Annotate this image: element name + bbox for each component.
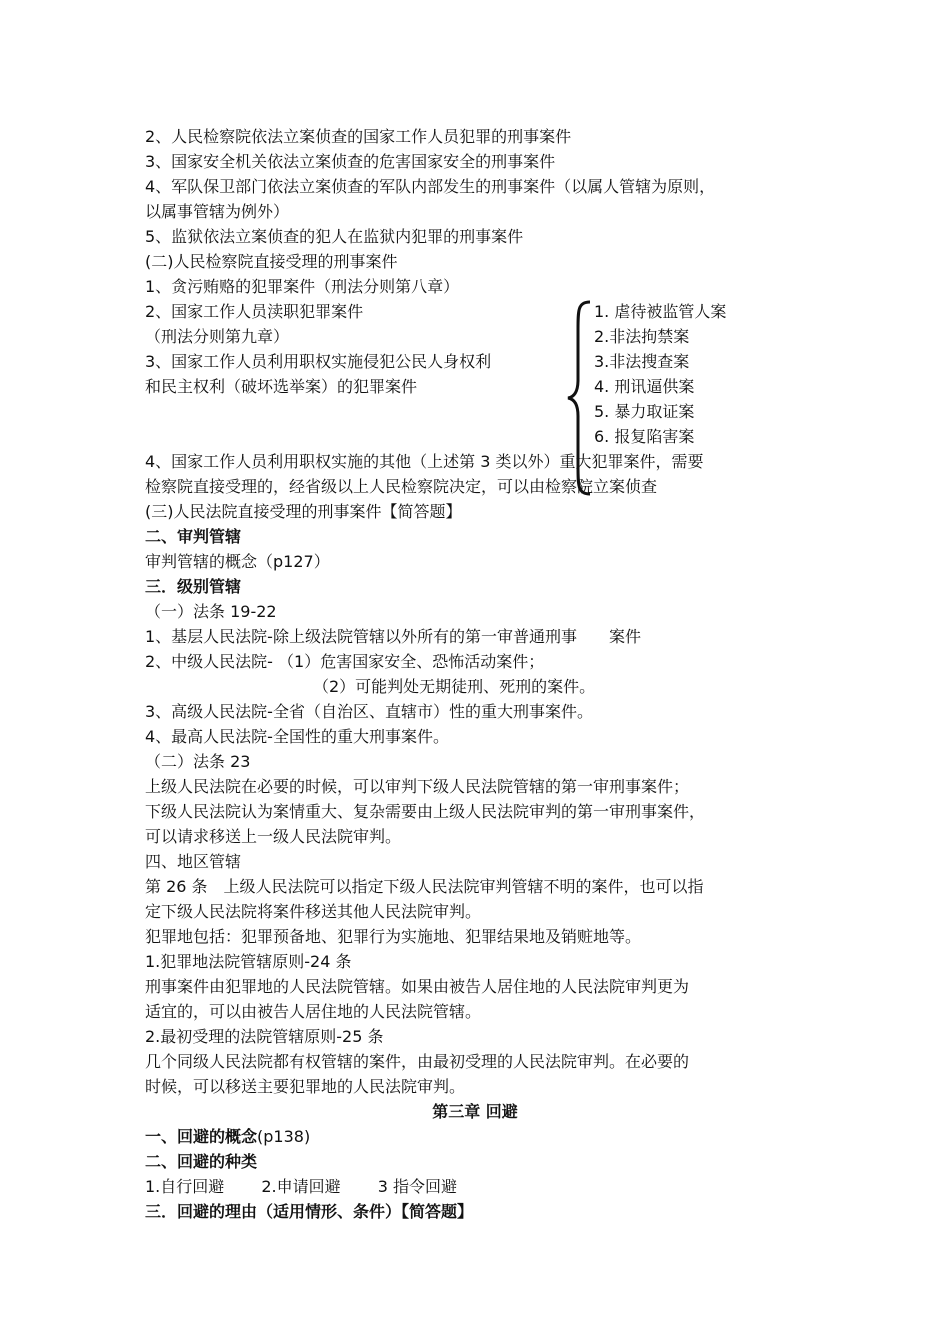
section-heading: 四、地区管辖 bbox=[145, 852, 242, 871]
text-line: 1、基层人民法院-除上级法院管辖以外所有的第一审普通刑事 案件 bbox=[145, 627, 641, 646]
text-line: 2.最初受理的法院管辖原则-25 条 bbox=[145, 1027, 384, 1046]
text-line: 3、高级人民法院-全省（自治区、直辖市）性的重大刑事案件。 bbox=[145, 702, 593, 721]
text-line: 犯罪地包括：犯罪预备地、犯罪行为实施地、犯罪结果地及销赃地等。 bbox=[145, 927, 642, 946]
section-heading: (三)人民法院直接受理的刑事案件【简答题】 bbox=[145, 502, 462, 521]
text-line: 可以请求移送上一级人民法院审判。 bbox=[145, 827, 402, 846]
brace-list-item: 4. 刑讯逼供案 bbox=[594, 377, 695, 396]
text-line: 3、国家安全机关依法立案侦查的危害国家安全的刑事案件 bbox=[145, 152, 556, 171]
section-heading: 二、审判管辖 bbox=[145, 527, 242, 546]
brace-list-item: 5. 暴力取证案 bbox=[594, 402, 695, 421]
text-line: 4、国家工作人员利用职权实施的其他（上述第 3 类以外）重大犯罪案件，需要 bbox=[145, 452, 704, 471]
text-line: 上级人民法院在必要的时候，可以审判下级人民法院管辖的第一审刑事案件； bbox=[145, 777, 690, 796]
text-line: 以属事管辖为例外） bbox=[145, 202, 290, 221]
text-line: 适宜的，可以由被告人居住地的人民法院管辖。 bbox=[145, 1002, 482, 1021]
text-line: 2、人民检察院依法立案侦查的国家工作人员犯罪的刑事案件 bbox=[145, 127, 572, 146]
text-line: 审判管辖的概念（p127） bbox=[145, 552, 330, 571]
text-line: 刑事案件由犯罪地的人民法院管辖。如果由被告人居住地的人民法院审判更为 bbox=[145, 977, 690, 996]
text-line: 和民主权利（破坏选举案）的犯罪案件 bbox=[145, 377, 418, 396]
section-heading bbox=[145, 1127, 310, 1147]
section-heading: 二、回避的种类 bbox=[145, 1152, 258, 1171]
text-line: 第 26 条 上级人民法院可以指定下级人民法院审判管辖不明的案件，也可以指 bbox=[145, 877, 704, 896]
text-line: 5、监狱依法立案侦查的犯人在监狱内犯罪的刑事案件 bbox=[145, 227, 524, 246]
text-line: 检察院直接受理的，经省级以上人民检察院决定，可以由检察院立案侦查 bbox=[145, 477, 658, 496]
text-line: 下级人民法院认为案情重大、复杂需要由上级人民法院审判的第一审刑事案件， bbox=[145, 802, 706, 821]
text-line: 时候，可以移送主要犯罪地的人民法院审判。 bbox=[145, 1077, 466, 1096]
text-line: 2、国家工作人员渎职犯罪案件 bbox=[145, 302, 364, 321]
section-heading: (二)人民检察院直接受理的刑事案件 bbox=[145, 252, 398, 271]
text-line: （2）可能判处无期徒刑、死刑的案件。 bbox=[313, 677, 596, 696]
brace-list-item: 2.非法拘禁案 bbox=[594, 327, 690, 346]
sub-heading: （二）法条 23 bbox=[145, 752, 251, 771]
heading-page-ref: (p138) bbox=[257, 1127, 311, 1146]
brace-list-item: 6. 报复陷害案 bbox=[594, 427, 695, 446]
section-heading: 三．级别管辖 bbox=[145, 577, 242, 596]
text-line: 几个同级人民法院都有权管辖的案件，由最初受理的人民法院审判。在必要的 bbox=[145, 1052, 690, 1071]
heading-bold-part: 一、回避的概念 bbox=[145, 1127, 258, 1146]
brace-list-item: 1. 虐待被监管人案 bbox=[594, 302, 727, 321]
text-line: 1.犯罪地法院管辖原则-24 条 bbox=[145, 952, 352, 971]
sub-heading: （一）法条 19-22 bbox=[145, 602, 277, 621]
section-heading: 三．回避的理由（适用情形、条件）【简答题】 bbox=[145, 1202, 474, 1221]
text-line: （刑法分则第九章） bbox=[145, 327, 290, 346]
text-line: 1、贪污贿赂的犯罪案件（刑法分则第八章） bbox=[145, 277, 460, 296]
chapter-title: 第三章 回避 bbox=[432, 1102, 518, 1121]
brace-list-item: 3.非法搜查案 bbox=[594, 352, 690, 371]
text-line: 2、中级人民法院- （1）危害国家安全、恐怖活动案件； bbox=[145, 652, 545, 671]
text-line: 定下级人民法院将案件移送其他人民法院审判。 bbox=[145, 902, 482, 921]
text-line: 4、军队保卫部门依法立案侦查的军队内部发生的刑事案件（以属人管辖为原则， bbox=[145, 177, 716, 196]
text-line: 1.自行回避 2.申请回避 3 指令回避 bbox=[145, 1177, 457, 1196]
text-line: 3、国家工作人员利用职权实施侵犯公民人身权利 bbox=[145, 352, 492, 371]
text-line: 4、最高人民法院-全国性的重大刑事案件。 bbox=[145, 727, 449, 746]
